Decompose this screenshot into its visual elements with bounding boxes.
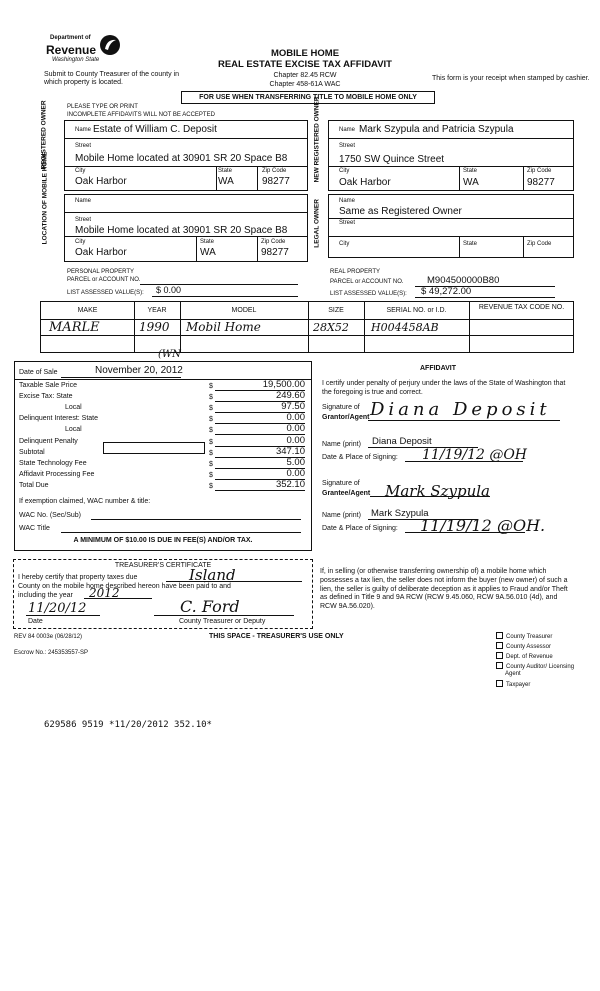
state-technology-fee-value: 5.00 — [286, 457, 305, 468]
total-due-label: Total Due — [19, 482, 49, 489]
print-note: PLEASE TYPE OR PRINT — [67, 104, 138, 110]
delinquent-penalty-label: Delinquent Penalty — [19, 438, 78, 445]
affidavit-certify: I certify under penalty of perjury under the laws of the State of Washington that the foregoing is true and correct. — [322, 380, 566, 396]
delinquent-interest-local-row — [15, 425, 311, 435]
model-header: MODEL — [231, 307, 257, 314]
distribution-list — [496, 632, 596, 688]
taxable-sale-price-value: 19,500.00 — [262, 379, 305, 390]
subtotal-label: Subtotal — [19, 449, 45, 456]
taxable-sale-price-label: Taxable Sale Price — [19, 382, 77, 389]
excise-tax-local-label: Local — [65, 404, 82, 411]
location-zip: 98277 — [261, 247, 289, 258]
grantor-date: 11/19/12 @OH — [422, 447, 528, 463]
vehicle-table — [40, 301, 574, 353]
state-technology-fee-row — [15, 459, 311, 469]
checkbox-icon — [496, 652, 503, 659]
city-label: City — [75, 239, 86, 245]
tax-code-header: REVENUE TAX CODE NO. — [478, 304, 565, 311]
state-label: State — [463, 168, 478, 174]
treasurer-sig-label: County Treasurer or Deputy — [179, 618, 266, 625]
wac-title-label: WAC Title — [19, 525, 50, 532]
treasurer-county: Island — [189, 566, 236, 584]
dollar-sign: $ — [209, 439, 213, 446]
registered-owner-zip: 98277 — [262, 176, 290, 187]
legal-owner-name: Same as Registered Owner — [339, 206, 462, 217]
zip-label: Zip Code — [261, 239, 286, 245]
new-owner-name: Mark Szypula and Patricia Szypula — [359, 124, 514, 135]
make-value: MARLE — [49, 320, 100, 335]
submit-note: Submit to County Treasurer of the county in which property is located. — [44, 71, 180, 87]
state-label: State — [218, 168, 233, 174]
grantee-date-label: Date & Place of Signing: — [322, 525, 398, 532]
grantor-signature: Diana Deposit — [370, 399, 551, 420]
new-owner-box — [328, 120, 574, 191]
delinquent-local-box[interactable] — [103, 442, 205, 454]
street-label: Street — [75, 143, 92, 149]
serial-header: SERIAL NO. or I.D. — [386, 307, 447, 314]
tax-lien-note: If, in selling (or otherwise transferring ownership of) a mobile home which possesses a tax lien, the seller does not inform the buyer (new owner) of such a lien, the seller is guilty of deliberate deception as it applies to Fraud and/or Theft as defined in Title 9 and 9A RCW (RCW 9.45.060, RCW 9A.56.010 (4d), and RCW 9A.56.020). — [320, 568, 568, 610]
treasurer-date: 11/20/12 — [28, 601, 87, 616]
new-owner-street: 1750 SW Quince Street — [339, 154, 445, 165]
treasurer-certificate — [13, 559, 313, 629]
taxable-sale-price-row — [15, 381, 311, 391]
grantor-agent-label: Grantor/Agent — [322, 414, 370, 421]
dollar-sign: $ — [209, 383, 213, 390]
grantee-date: 11/19/12 @OH. — [420, 516, 546, 535]
distribution-taxpayer: Taxpayer — [496, 680, 596, 688]
personal-parcel-label: PARCEL or ACCOUNT NO. — [67, 277, 141, 283]
name-label: Name — [75, 198, 92, 204]
location-state: WA — [200, 247, 216, 258]
city-label: City — [339, 241, 350, 247]
name-label: Name — [75, 127, 92, 133]
personal-assessed-value: $ 0.00 — [156, 285, 182, 295]
location-side-label: LOCATION OF MOBILE HOME — [41, 151, 49, 245]
form-title-2: REAL ESTATE EXCISE TAX AFFIDAVIT — [217, 59, 392, 70]
grantor-name-label: Name (print) — [322, 441, 361, 448]
name-label: Name — [339, 198, 356, 204]
new-owner-state: WA — [463, 177, 479, 188]
personal-property-label: PERSONAL PROPERTY — [67, 269, 135, 275]
date-of-sale-value: November 20, 2012 — [95, 365, 183, 376]
real-assessed-label: LIST ASSESSED VALUE(S): — [330, 291, 407, 297]
personal-assessed-label: LIST ASSESSED VALUE(S): — [67, 290, 144, 296]
form-title-1: MOBILE HOME — [270, 48, 340, 59]
escrow-number: Escrow No.: 245353557-SP — [14, 650, 89, 656]
incomplete-note: INCOMPLETE AFFIDAVITS WILL NOT BE ACCEPTED — [67, 112, 215, 118]
subtotal-value: 347.10 — [275, 446, 305, 457]
grantee-agent-label: Grantee/Agent — [322, 490, 371, 497]
treasurer-text-2: County on the mobile home described hereon have been paid to and — [18, 583, 231, 590]
excise-tax-state-value: 249.60 — [275, 390, 305, 401]
delinquent-penalty-value: 0.00 — [286, 435, 305, 446]
street-label: Street — [339, 143, 356, 149]
city-label: City — [75, 168, 86, 174]
zip-label: Zip Code — [527, 241, 552, 247]
distribution-dept-revenue: Dept. of Revenue — [496, 652, 596, 660]
dollar-sign: $ — [209, 472, 213, 479]
registered-owner-state: WA — [218, 176, 234, 187]
name-label: Name — [339, 127, 356, 133]
street-label: Street — [339, 220, 356, 226]
exemption-label: If exemption claimed, WAC number & title: — [19, 498, 151, 505]
model-value: Mobil Home — [186, 320, 261, 334]
location-box — [64, 194, 308, 262]
distribution-county-treasurer: County Treasurer — [496, 632, 596, 640]
excise-tax-state-label: Excise Tax: State — [19, 393, 73, 400]
treasurer-signature: C. Ford — [180, 597, 240, 616]
city-label: City — [339, 168, 350, 174]
location-city: Oak Harbor — [75, 247, 127, 258]
affidavit-title: AFFIDAVIT — [420, 365, 457, 372]
transfer-notice: FOR USE WHEN TRANSFERRING TITLE TO MOBILE HOME ONLY — [181, 91, 435, 104]
state-label: State — [463, 241, 478, 247]
size-header: SIZE — [328, 307, 344, 314]
make-header: MAKE — [77, 307, 98, 314]
treasurer-text-3: including the year — [18, 592, 73, 599]
total-due-row — [15, 481, 311, 491]
legal-owner-box — [328, 194, 574, 258]
dollar-sign: $ — [209, 427, 213, 434]
delinquent-interest-state-value: 0.00 — [286, 412, 305, 423]
distribution-county-assessor: County Assessor — [496, 642, 596, 650]
treasurer-year: 2012 — [89, 586, 120, 600]
street-label: Street — [75, 217, 92, 223]
delinquent-interest-state-row — [15, 414, 311, 424]
new-owner-zip: 98277 — [527, 177, 555, 188]
distribution-county-auditor: County Auditor/ Licensing Agent — [496, 662, 575, 678]
registered-owner-name: Estate of William C. Deposit — [93, 124, 217, 135]
dollar-sign: $ — [209, 394, 213, 401]
affidavit-processing-fee-label: Affidavit Processing Fee — [19, 471, 95, 478]
grantor-name: Diana Deposit — [372, 436, 432, 447]
delinquent-interest-local-value: 0.00 — [286, 423, 305, 434]
sale-tax-box — [14, 349, 312, 551]
grantee-name: Mark Szypula — [371, 508, 429, 519]
state-label: State — [200, 239, 215, 245]
treasurer-text-1: I hereby certify that property taxes due — [18, 574, 138, 581]
date-of-sale-initials: (WN — [158, 349, 181, 360]
real-parcel-number: M904500000B80 — [427, 275, 500, 286]
size-value: 28X52 — [313, 321, 349, 334]
zip-label: Zip Code — [262, 168, 287, 174]
new-owner-city: Oak Harbor — [339, 177, 391, 188]
receipt-note: This form is your receipt when stamped by cashier. — [432, 75, 590, 82]
treasurer-date-label: Date — [28, 618, 43, 625]
grantor-date-label: Date & Place of Signing: — [322, 454, 398, 461]
delinquent-interest-local-label: Local — [65, 426, 82, 433]
registered-owner-box — [64, 120, 308, 191]
registered-owner-side-label: REGISTERED OWNER — [40, 100, 48, 170]
real-assessed-value: $ 49,272.00 — [421, 286, 472, 297]
grantee-signature: Mark Szypula — [385, 482, 490, 500]
year-header: YEAR — [147, 307, 167, 314]
checkbox-icon — [496, 662, 503, 669]
dollar-sign: $ — [209, 405, 213, 412]
excise-tax-local-row — [15, 403, 311, 413]
new-owner-side-label: NEW REGISTERED OWNER — [313, 96, 321, 183]
excise-tax-local-value: 97.50 — [281, 401, 305, 412]
checkbox-icon — [496, 680, 503, 687]
checkbox-icon — [496, 642, 503, 649]
dept-label: Department of — [50, 35, 91, 41]
grantee-name-label: Name (print) — [322, 512, 361, 519]
registered-owner-city: Oak Harbor — [75, 176, 127, 187]
chapter-1: Chapter 82.45 RCW — [273, 72, 337, 79]
dept-state: Washington State — [52, 57, 100, 63]
grantor-sig-label: Signature of — [322, 404, 360, 411]
state-technology-fee-label: State Technology Fee — [19, 460, 87, 467]
year-value: 1990 — [139, 320, 170, 334]
location-street: Mobile Home located at 30901 SR 20 Space B8 — [75, 225, 288, 236]
dollar-sign: $ — [209, 450, 213, 457]
excise-tax-state-row — [15, 392, 311, 402]
dollar-sign: $ — [209, 483, 213, 490]
treasurer-use-only: THIS SPACE - TREASURER'S USE ONLY — [209, 633, 344, 640]
legal-owner-side-label: LEGAL OWNER — [313, 199, 321, 248]
affidavit-processing-fee-row — [15, 470, 311, 480]
total-due-value: 352.10 — [275, 479, 305, 490]
serial-value: H004458AB — [371, 321, 439, 334]
real-property-label: REAL PROPERTY — [330, 269, 381, 275]
zip-label: Zip Code — [527, 168, 552, 174]
dollar-sign: $ — [209, 461, 213, 468]
real-parcel-label: PARCEL or ACCOUNT NO. — [330, 279, 404, 285]
form-revision: REV 84 0003e (06/28/12) — [14, 634, 83, 640]
dept-name: Revenue — [46, 43, 97, 57]
affidavit-processing-fee-value: 0.00 — [286, 468, 305, 479]
wac-no-label: WAC No. (Sec/Sub) — [19, 512, 81, 519]
minimum-note: A MINIMUM OF $10.00 IS DUE IN FEE(S) AND/OR TAX. — [73, 537, 253, 544]
delinquent-interest-state-label: Delinquent Interest: State — [19, 415, 98, 422]
dollar-sign: $ — [209, 416, 213, 423]
treasurer-title: TREASURER'S CERTIFICATE — [114, 562, 212, 569]
chapter-2: Chapter 458-61A WAC — [269, 81, 341, 88]
cashier-stamp: 629586 9519 *11/20/2012 352.10* — [44, 720, 212, 730]
checkbox-icon — [496, 632, 503, 639]
grantee-sig-label: Signature of — [322, 480, 360, 487]
registered-owner-street: Mobile Home located at 30901 SR 20 Space B8 — [75, 153, 288, 164]
date-of-sale-label: Date of Sale — [19, 369, 58, 376]
